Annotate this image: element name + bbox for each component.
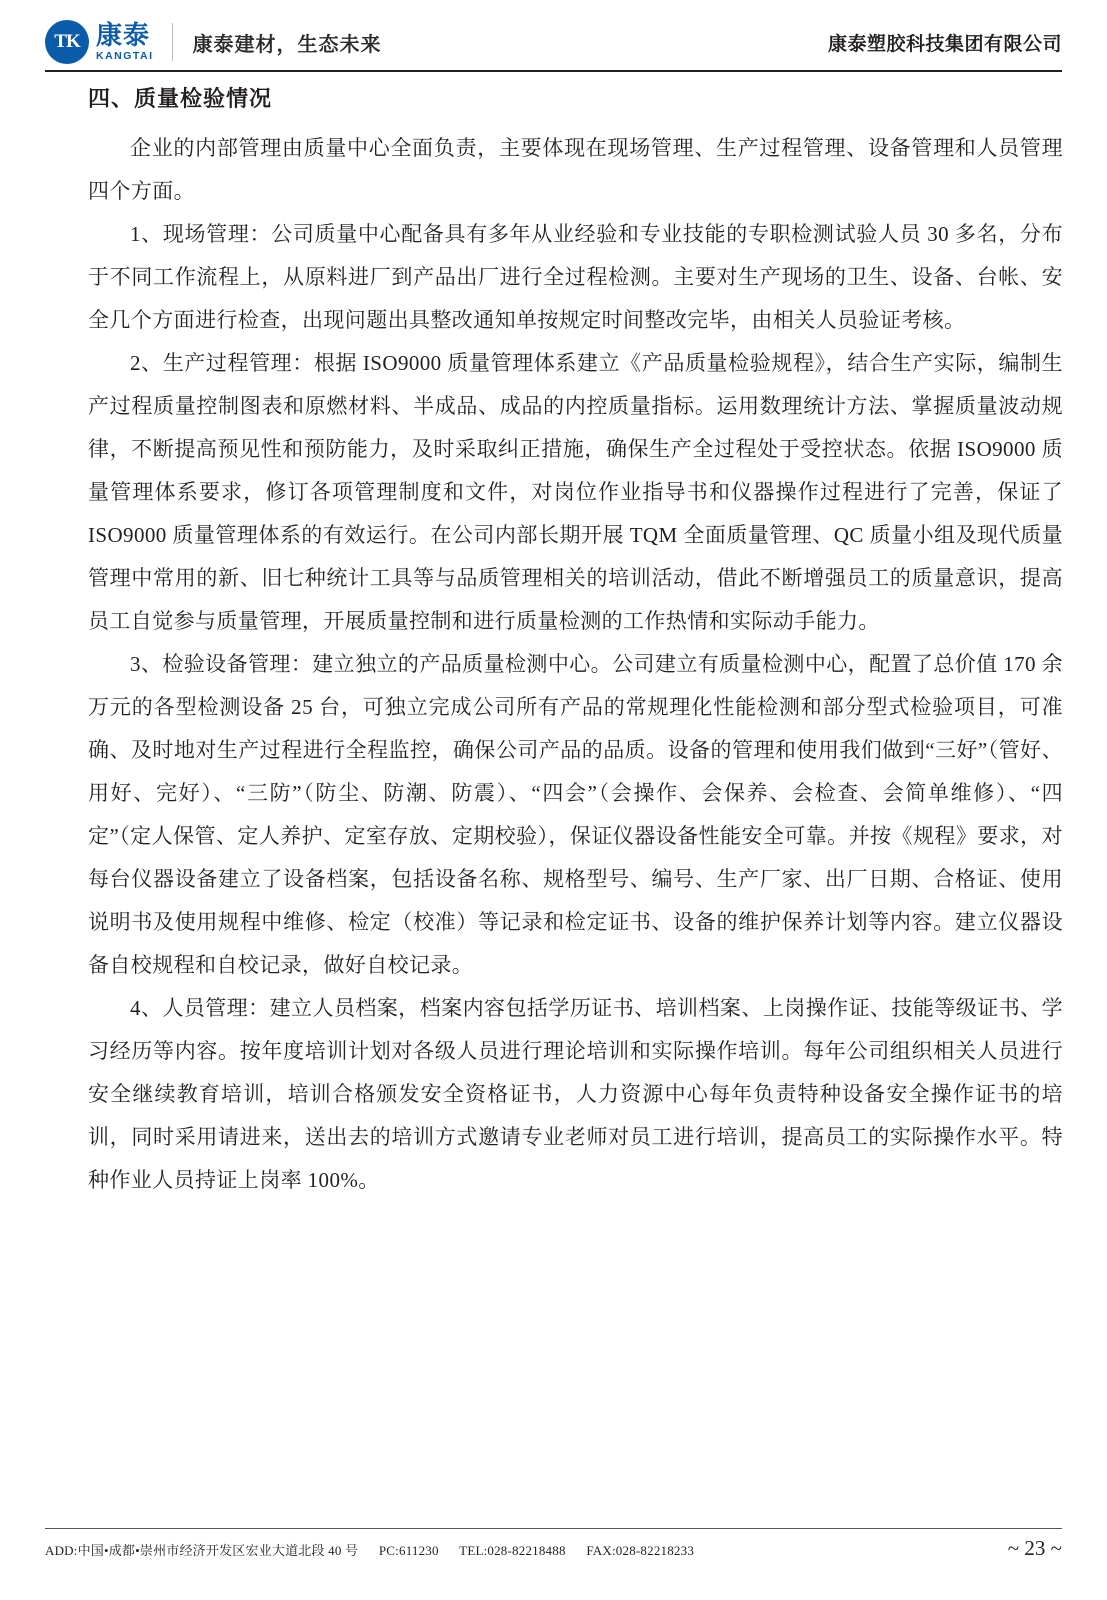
footer-contact-info: ADD:中国•成都•崇州市经济开发区宏业大道北段 40 号 PC:611230 TEL:028-82218488 FAX:028-82218233	[45, 1543, 695, 1558]
paragraph-production-process-management: 2、生产过程管理：根据 ISO9000 质量管理体系建立《产品质量检验规程》，结合生产实际，编制生产过程质量控制图表和原燃材料、半成品、成品的内控质量指标。运用数理统计方法、掌握质量波动规律，不断提高预见性和预防能力，及时采取纠正措施，确保生产全过程处于受控状态。依据 ISO9000 质量管理体系要求，修订各项管理制度和文件，对岗位作业指导书和仪器操作过程进行了完善，保证了 ISO9000 质量管理体系的有效运行。在公司内部长期开展 TQM 全面质量管理、QC 质量小组及现代质量管理中常用的新、旧七种统计工具等与品质管理相关的培训活动，借此不断增强员工的质量意识，提高员工自觉参与质量管理，开展质量控制和进行质量检测的工作热情和实际动手能力。	[88, 351, 1063, 633]
company-slogan: 康泰建材，生态未来	[192, 33, 382, 56]
paragraph-intro: 企业的内部管理由质量中心全面负责，主要体现在现场管理、生产过程管理、设备管理和人员管理四个方面。	[88, 136, 1063, 203]
page-number: ~ 23 ~	[1007, 1536, 1062, 1560]
company-full-name: 康泰塑胶科技集团有限公司	[827, 33, 1062, 55]
footer-rule	[45, 1528, 1062, 1529]
paragraph-personnel-management: 4、人员管理：建立人员档案，档案内容包括学历证书、培训档案、上岗操作证、技能等级证书、学习经历等内容。按年度培训计划对各级人员进行理论培训和实际操作培训。每年公司组织相关人员进行安全继续教育培训，培训合格颁发安全资格证书，人力资源中心每年负责特种设备安全操作证书的培训，同时采用请进来，送出去的培训方式邀请专业老师对员工进行培训，提高员工的实际操作水平。特种作业人员持证上岗率 100%。	[88, 996, 1063, 1192]
header-divider	[172, 23, 173, 61]
logo-chinese-name: 康泰	[96, 20, 151, 50]
company-logo	[45, 20, 154, 64]
page-header	[0, 0, 1107, 80]
section-title: 四、质量检验情况	[88, 86, 273, 111]
page-footer	[45, 1536, 1062, 1561]
logo-english-name: KANGTAI	[96, 49, 154, 62]
logo-icon: TK	[45, 20, 89, 64]
header-rule	[45, 70, 1062, 72]
paragraph-site-management: 1、现场管理：公司质量中心配备具有多年从业经验和专业技能的专职检测试验人员 30 多名，分布于不同工作流程上，从原料进厂到产品出厂进行全过程检测。主要对生产现场的卫生、设备、台帐、安全几个方面进行检查，出现问题出具整改通知单按规定时间整改完毕，由相关人员验证考核。	[88, 222, 1063, 332]
document-body	[88, 82, 1063, 1202]
paragraph-inspection-equipment-management: 3、检验设备管理：建立独立的产品质量检测中心。公司建立有质量检测中心，配置了总价值 170 余万元的各型检测设备 25 台，可独立完成公司所有产品的常规理化性能检测和部分型式检验项目，可准确、及时地对生产过程进行全程监控，确保公司产品的品质。设备的管理和使用我们做到“三好”（管好、用好、完好）、“三防”（防尘、防潮、防震）、“四会”（会操作、会保养、会检查、会简单维修）、“四定”（定人保管、定人养护、定室存放、定期校验），保证仪器设备性能安全可靠。并按《规程》要求，对每台仪器设备建立了设备档案，包括设备名称、规格型号、编号、生产厂家、出厂日期、合格证、使用说明书及使用规程中维修、检定（校准）等记录和检定证书、设备的维护保养计划等内容。建立仪器设备自校规程和自校记录，做好自校记录。	[88, 652, 1063, 977]
